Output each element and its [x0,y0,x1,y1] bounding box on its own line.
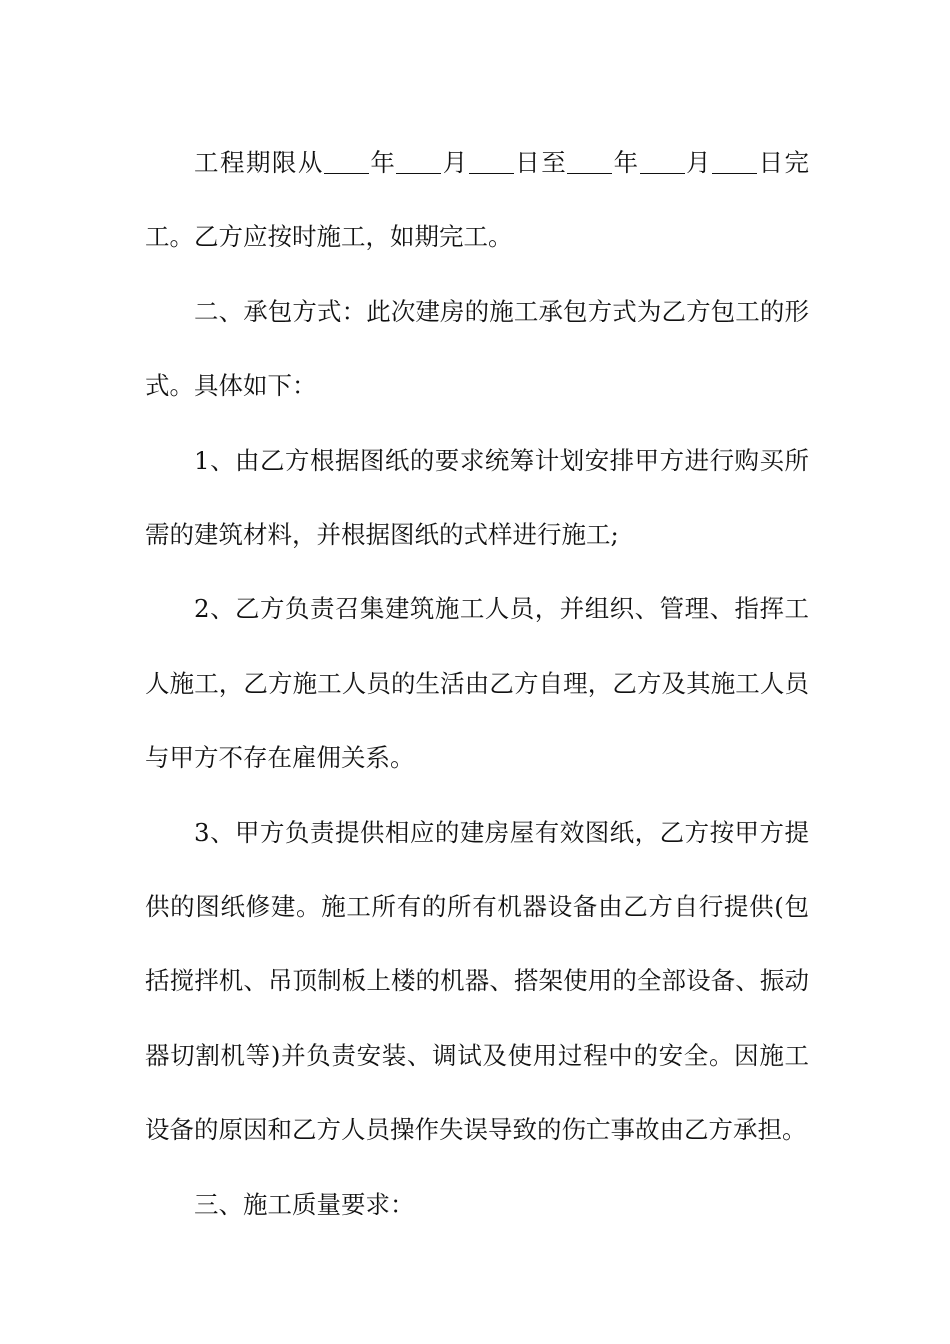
period-suffix: 日完工。乙方应按时施工，如期完工。 [145,148,810,252]
label-day-to: 日至 [513,148,568,177]
paragraph-item-3: 3、甲方负责提供相应的建房屋有效图纸，乙方按甲方提供的图纸修建。施工所有的所有机器设备由乙方自行提供(包括搅拌机、吊顶制板上楼的机器、搭架使用的全部设备、振动器切割机等)并负责安装、调试及使用过程中的安全。因施工设备的原因和乙方人员操作失误导致的伤亡事故由乙方承担。 [145,817,809,1145]
paragraph-item-2: 2、乙方负责召集建筑施工人员，并组织、管理、指挥工人施工，乙方施工人员的生活由乙方自理，乙方及其施工人员与甲方不存在雇佣关系。 [145,594,809,773]
paragraph-construction-period [145,126,809,275]
label-month-end: 月 [684,148,713,177]
period-prefix: 工程期限从 [194,148,324,177]
document-body [145,126,809,1242]
paragraph-item-1: 1、由乙方根据图纸的要求统筹计划安排甲方进行购买所需的建筑材料，并根据图纸的式样进行施工; [145,445,809,550]
label-month: 月 [441,148,469,177]
paragraph-contract-method: 二、承包方式：此次建房的施工承包方式为乙方包工的形式。具体如下： [145,296,809,401]
blank-end-month [640,148,685,174]
label-year: 年 [368,148,397,177]
blank-end-year [567,148,612,174]
blank-end-day [712,148,757,174]
blank-start-month [396,148,441,174]
blank-start-year [324,148,369,174]
heading-quality-requirements: 三、施工质量要求： [194,1189,415,1219]
label-year-end: 年 [612,148,640,177]
blank-start-day [469,148,514,174]
